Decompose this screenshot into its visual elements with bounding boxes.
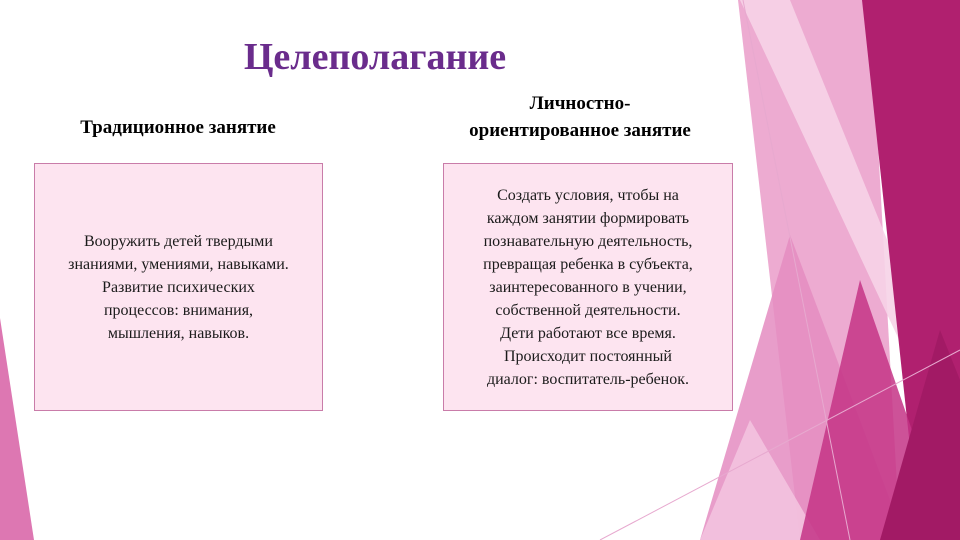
slide-title: Целеполагание	[243, 36, 507, 78]
left-content-box	[34, 163, 323, 411]
right-content-box	[443, 163, 733, 411]
right-column-heading: Личностно- ориентированное занятие	[469, 93, 691, 141]
left-edge-triangle	[0, 318, 34, 540]
left-box-text: Вооружить детей твердыми знаниями, умениями, навыками. Развитие психических процессов: внимания, мышления, навыков.	[68, 232, 289, 342]
left-column-heading: Традиционное занятие	[80, 117, 276, 138]
right-box-text: Создать условия, чтобы на каждом занятии формировать познавательную деятельность, превращая ребенка в субъекта, заинтересованного в учении, собственной деятельности. Дети работают все время. Происходит постоянный диалог: воспитатель-ребенок.	[483, 186, 693, 388]
